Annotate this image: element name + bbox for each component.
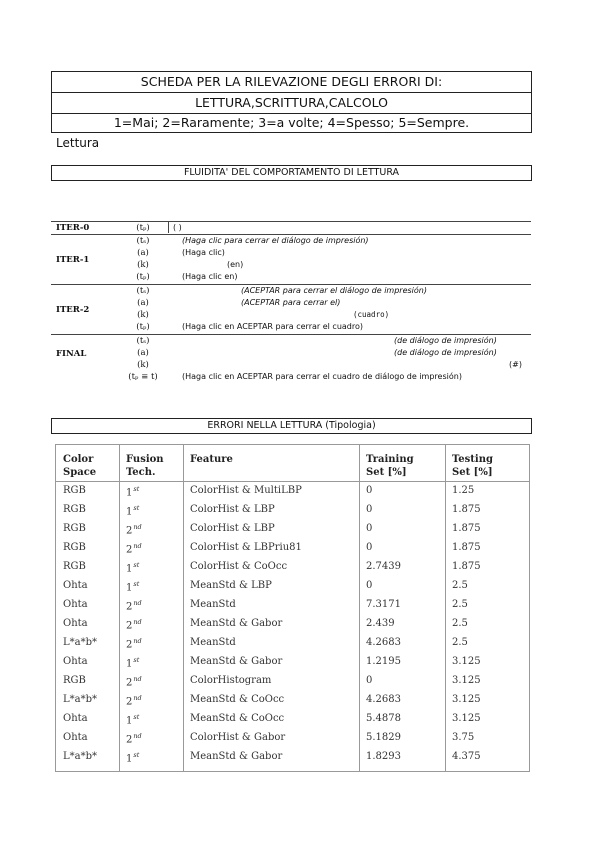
iter0-text: ( )	[173, 223, 182, 232]
iter1-param-k: (k)	[137, 260, 149, 270]
header-color-space: Color Space	[63, 454, 97, 478]
cell-fusion-tech: 1st	[126, 580, 140, 594]
cell-testing-set: 3.125	[452, 713, 481, 724]
cell-feature: MeanStd	[190, 637, 236, 648]
cell-feature: MeanStd	[190, 599, 236, 610]
cell-training-set: 4.2683	[366, 694, 401, 705]
cell-fusion-tech: 2nd	[126, 732, 142, 746]
cell-training-set: 2.7439	[366, 561, 401, 572]
cell-color-space: RGB	[63, 504, 86, 515]
cell-fusion-tech: 2nd	[126, 675, 142, 689]
iter1-text-p: (Haga clic en)	[182, 272, 238, 281]
final-text-k: (#)	[509, 360, 522, 369]
section-label-lettura: Lettura	[56, 136, 100, 150]
cell-fusion-tech: 1st	[126, 713, 140, 727]
cell-training-set: 0	[366, 504, 373, 515]
iter1-text-a: (Haga clic)	[182, 248, 225, 257]
table-row	[56, 672, 529, 691]
header-testing-set: Testing Set [%]	[452, 454, 493, 478]
cell-color-space: RGB	[63, 561, 86, 572]
cell-feature: ColorHist & CoOcc	[190, 561, 288, 572]
cell-feature: ColorHist & Gabor	[190, 732, 286, 743]
iter2-text-k: (cuadro)	[353, 310, 390, 319]
cell-feature: MeanStd & LBP	[190, 580, 272, 591]
cell-color-space: Ohta	[63, 656, 88, 667]
cell-training-set: 2.439	[366, 618, 395, 629]
cell-feature: ColorHist & MultiLBP	[190, 485, 302, 496]
table-row	[56, 539, 529, 558]
final-text-s: (de diálogo de impresión)	[394, 336, 497, 345]
cell-fusion-tech: 2nd	[126, 599, 142, 613]
header-fusion-tech: Fusion Tech.	[126, 454, 164, 478]
iter2-param-a: (a)	[137, 298, 149, 308]
final-text-p: (Haga clic en ACEPTAR para cerrar el cuadro de diálogo de impresión)	[182, 372, 462, 381]
iter0-param: (tₚ)	[136, 223, 150, 233]
errors-section-title: ERRORI NELLA LETTURA (Tipologia)	[51, 418, 532, 434]
final-param-s: (tₛ)	[136, 336, 150, 346]
cell-color-space: RGB	[63, 485, 86, 496]
cell-color-space: Ohta	[63, 713, 88, 724]
table-row	[56, 634, 529, 653]
cell-fusion-tech: 2nd	[126, 637, 142, 651]
header-feature: Feature	[190, 454, 233, 465]
cell-fusion-tech: 2nd	[126, 542, 142, 556]
cell-testing-set: 1.875	[452, 561, 481, 572]
table-row	[56, 729, 529, 748]
table-row	[56, 710, 529, 729]
cell-testing-set: 1.25	[452, 485, 475, 496]
cell-training-set: 0	[366, 542, 373, 553]
cell-fusion-tech: 2nd	[126, 523, 142, 537]
table-row	[56, 653, 529, 672]
cell-color-space: Ohta	[63, 618, 88, 629]
iter0-divider	[168, 222, 169, 233]
cell-feature: ColorHistogram	[190, 675, 272, 686]
cell-feature: ColorHist & LBPriu81	[190, 542, 302, 553]
cell-training-set: 0	[366, 675, 373, 686]
table-row	[56, 482, 529, 501]
cell-training-set: 1.2195	[366, 656, 401, 667]
iter2-param-p: (tₚ)	[136, 322, 150, 332]
table-row	[56, 520, 529, 539]
iter1-text-k: (en)	[227, 260, 244, 269]
cell-feature: ColorHist & LBP	[190, 504, 275, 515]
cell-feature: MeanStd & Gabor	[190, 618, 283, 629]
table-row	[56, 748, 529, 767]
iter-top-rule	[51, 221, 531, 222]
cell-feature: MeanStd & CoOcc	[190, 694, 285, 705]
iter2-rule	[51, 334, 531, 335]
iter0-label: ITER-0	[56, 223, 90, 233]
table-row	[56, 691, 529, 710]
cell-color-space: L*a*b*	[63, 694, 98, 705]
table-row	[56, 577, 529, 596]
cell-fusion-tech: 2nd	[126, 694, 142, 708]
cell-color-space: RGB	[63, 523, 86, 534]
cell-feature: MeanStd & Gabor	[190, 656, 283, 667]
cell-training-set: 4.2683	[366, 637, 401, 648]
cell-testing-set: 3.125	[452, 694, 481, 705]
cell-color-space: RGB	[63, 542, 86, 553]
cell-training-set: 7.3171	[366, 599, 401, 610]
final-text-a: (de diálogo de impresión)	[394, 348, 497, 357]
cell-color-space: L*a*b*	[63, 637, 98, 648]
fluency-section-title: FLUIDITA' DEL COMPORTAMENTO DI LETTURA	[51, 165, 532, 181]
table-row	[56, 596, 529, 615]
final-param-k: (k)	[137, 360, 149, 370]
cell-feature: ColorHist & LBP	[190, 523, 275, 534]
cell-fusion-tech: 2nd	[126, 618, 142, 632]
header-training-set: Training Set [%]	[366, 454, 414, 478]
iter2-param-k: (k)	[137, 310, 149, 320]
cell-feature: MeanStd & CoOcc	[190, 713, 285, 724]
final-label: FINAL	[56, 349, 87, 359]
cell-training-set: 0	[366, 485, 373, 496]
iter1-text-s: (Haga clic para cerrar el diálogo de impresión)	[182, 236, 369, 245]
cell-testing-set: 2.5	[452, 580, 468, 591]
table-row	[56, 615, 529, 634]
cell-testing-set: 3.125	[452, 675, 481, 686]
cell-testing-set: 1.875	[452, 504, 481, 515]
header-title-line2: LETTURA,SCRITTURA,CALCOLO	[51, 92, 532, 114]
iter1-param-s: (tₛ)	[136, 236, 150, 246]
cell-fusion-tech: 1st	[126, 656, 140, 670]
cell-color-space: Ohta	[63, 580, 88, 591]
cell-fusion-tech: 1st	[126, 504, 140, 518]
cell-testing-set: 1.875	[452, 523, 481, 534]
table-row	[56, 501, 529, 520]
cell-training-set: 1.8293	[366, 751, 401, 762]
cell-testing-set: 2.5	[452, 637, 468, 648]
iter2-text-p: (Haga clic en ACEPTAR para cerrar el cuadro)	[182, 322, 363, 331]
iter0-rule	[51, 234, 531, 235]
cell-fusion-tech: 1st	[126, 485, 140, 499]
iter2-text-s: (ACEPTAR para cerrar el diálogo de impresión)	[241, 286, 427, 295]
cell-testing-set: 1.875	[452, 542, 481, 553]
cell-training-set: 0	[366, 580, 373, 591]
iter1-param-a: (a)	[137, 248, 149, 258]
rating-scale-legend: 1=Mai; 2=Raramente; 3=a volte; 4=Spesso; 5=Sempre.	[51, 113, 532, 133]
header-title-line1: SCHEDA PER LA RILEVAZIONE DEGLI ERRORI DI:	[51, 71, 532, 93]
cell-color-space: RGB	[63, 675, 86, 686]
cell-testing-set: 2.5	[452, 599, 468, 610]
cell-fusion-tech: 1st	[126, 561, 140, 575]
cell-testing-set: 3.125	[452, 656, 481, 667]
final-param-a: (a)	[137, 348, 149, 358]
final-param-p: (tₚ ≡ t)	[128, 372, 158, 382]
cell-training-set: 5.4878	[366, 713, 401, 724]
cell-training-set: 0	[366, 523, 373, 534]
cell-color-space: L*a*b*	[63, 751, 98, 762]
cell-fusion-tech: 1st	[126, 751, 140, 765]
cell-testing-set: 2.5	[452, 618, 468, 629]
iter2-param-s: (tₛ)	[136, 286, 150, 296]
iter1-rule	[51, 284, 531, 285]
cell-testing-set: 4.375	[452, 751, 481, 762]
iter2-label: ITER-2	[56, 305, 90, 315]
cell-color-space: Ohta	[63, 732, 88, 743]
cell-testing-set: 3.75	[452, 732, 475, 743]
table-row	[56, 558, 529, 577]
iter1-param-p: (tₚ)	[136, 272, 150, 282]
iter1-label: ITER-1	[56, 255, 90, 265]
cell-feature: MeanStd & Gabor	[190, 751, 283, 762]
cell-training-set: 5.1829	[366, 732, 401, 743]
iter2-text-a: (ACEPTAR para cerrar el)	[241, 298, 341, 307]
cell-color-space: Ohta	[63, 599, 88, 610]
results-table	[55, 444, 530, 772]
